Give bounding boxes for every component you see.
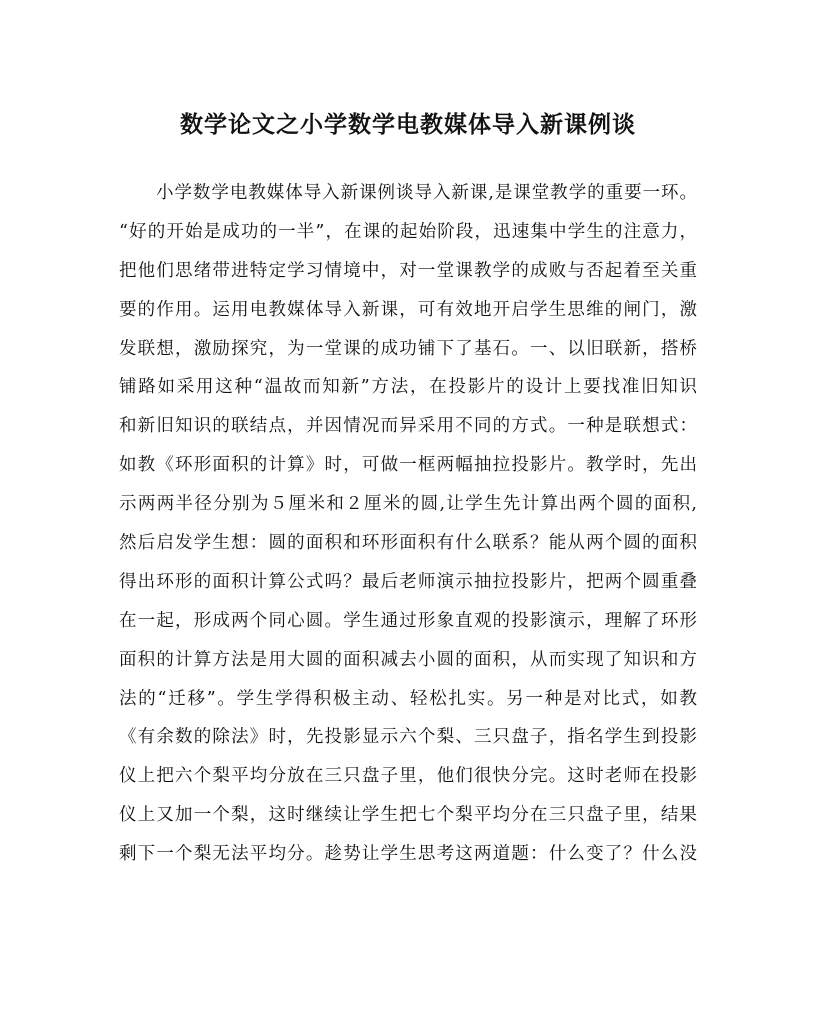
document-title: 数学论文之小学数学电教媒体导入新课例谈 <box>180 111 636 138</box>
text-line: “好的开始是成功的一半”，在课的起始阶段，迅速集中学生的注意力， <box>119 221 697 242</box>
text-line: 示两两半径分别为５厘米和２厘米的圆,让学生先计算出两个圆的面积, <box>119 494 697 515</box>
text-line: 如教《环形面积的计算》时，可做一框两幅抽拉投影片。教学时，先出 <box>119 455 697 476</box>
text-line: 发联想，激励探究，为一堂课的成功铺下了基石。一、以旧联新，搭桥 <box>119 338 697 359</box>
text-line: 《有余数的除法》时，先投影显示六个梨、三只盘子，指名学生到投影 <box>119 727 697 748</box>
text-line: 得出环形的面积计算公式吗？最后老师演示抽拉投影片，把两个圆重叠 <box>119 571 697 592</box>
text-line: 铺路如采用这种“温故而知新”方法，在投影片的设计上要找准旧知识 <box>119 377 697 398</box>
text-line: 小学数学电教媒体导入新课例谈导入新课,是课堂教学的重要一环。 <box>156 183 697 203</box>
text-line: 要的作用。运用电教媒体导入新课，可有效地开启学生思维的闸门，激 <box>119 299 697 320</box>
text-line: 面积的计算方法是用大圆的面积减去小圆的面积，从而实现了知识和方 <box>119 649 697 670</box>
text-line: 剩下一个梨无法平均分。趁势让学生思考这两道题：什么变了？什么没 <box>119 844 697 865</box>
text-line: 和新旧知识的联结点，并因情况而异采用不同的方式。一种是联想式： <box>119 416 697 437</box>
text-line: 法的“迁移”。学生学得积极主动、轻松扎实。另一种是对比式，如教 <box>119 688 697 709</box>
text-line: 把他们思绪带进特定学习情境中，对一堂课教学的成败与否起着至关重 <box>119 260 697 281</box>
text-line: 仪上又加一个梨，这时继续让学生把七个梨平均分在三只盘子里，结果 <box>119 805 697 826</box>
document-body <box>119 174 697 874</box>
text-line: 仪上把六个梨平均分放在三只盘子里，他们很快分完。这时老师在投影 <box>119 766 697 787</box>
text-line: 在一起，形成两个同心圆。学生通过形象直观的投影演示，理解了环形 <box>119 610 697 631</box>
text-line: 然后启发学生想：圆的面积和环形面积有什么联系？能从两个圆的面积 <box>119 533 697 554</box>
